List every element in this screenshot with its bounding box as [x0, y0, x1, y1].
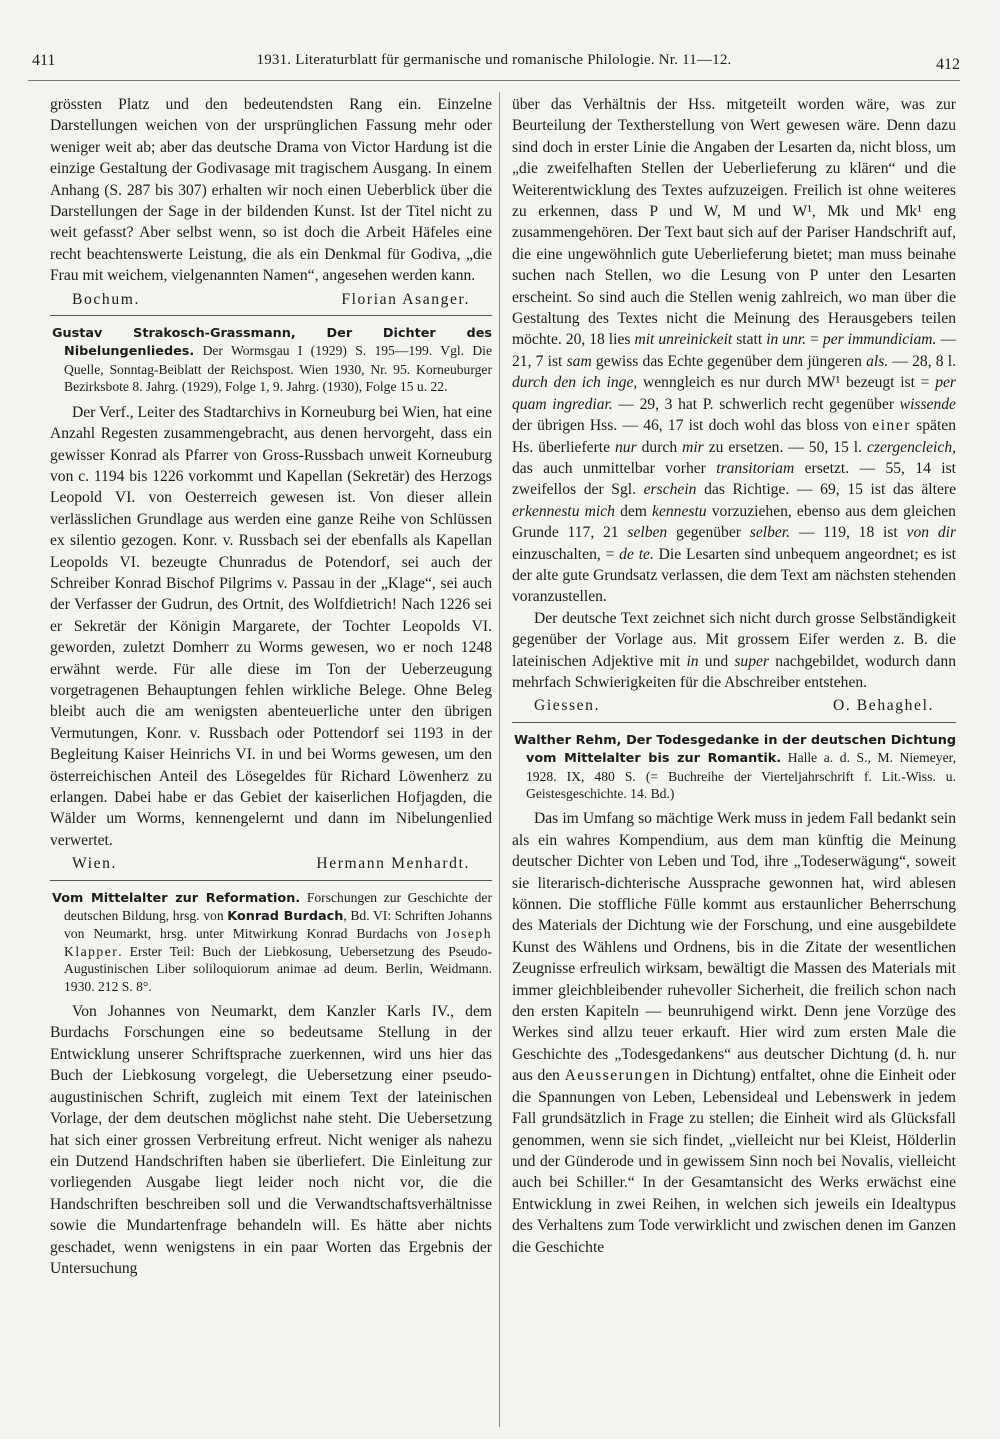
- page-number-right: 412: [936, 56, 960, 73]
- review-title: Walther Rehm, Der Todesgedanke in der deutschen Dichtung vom Mittelalter bis zur Romantik.: [514, 732, 956, 767]
- running-header: [28, 46, 960, 74]
- editor-name: Konrad Burdach: [227, 909, 344, 925]
- paragraph: Der deutsche Text zeichnet sich nicht durch grosse Selbständigkeit gegenüber der Vorlage aus. Mit grossem Eifer werden z. B. die lateinischen Adjektive mit in und super nachgebildet, wodurch dann mehrfach Schwierigkeiten für die Abschreiber entstehen.: [512, 609, 956, 691]
- collaborator-name: Joseph Klapper: [64, 926, 493, 959]
- right-column: [512, 94, 956, 1258]
- review-citation: Forschungen zur Geschichte der deutschen Bildung, hrsg. von: [64, 889, 492, 924]
- left-column: [50, 94, 492, 1279]
- section-rule: [512, 722, 956, 723]
- signature-name: Hermann Menhardt.: [316, 855, 470, 873]
- signature: [50, 853, 492, 874]
- review-heading: [512, 731, 956, 803]
- page-number-left: 411: [32, 52, 56, 69]
- header-rule: [28, 80, 960, 81]
- column-divider: [499, 92, 500, 1427]
- signature-name: Florian Asanger.: [341, 290, 470, 308]
- running-title: 1931. Literaturblatt für germanische und romanische Philologie. Nr. 11—12.: [256, 52, 732, 68]
- paragraph: über das Verhältnis der Hss. mitgeteilt worden wäre, was zur Beurteilung der Textherstellung von Wert gewesen wäre. Denn dazu sind doch in erster Linie die Angaben der Lesarten da, nicht bloss, um „die zweifelhaften Stellen der Ueberlieferung zu klären“ und die Weiterentwicklung des Textes aufzuzeigen. Freilich ist ohne weiteres zu erkennen, dass P und W, M und W¹, Mk und Mk¹ eng zusammengehören. Der Text baut sich auf der Pariser Handschrift auf, die eine ungewöhnlich gute Ueberlieferung bietet; man muss beinahe suchen nach Stellen, wo die Lesung von P unter den Lesarten erscheint. So sind auch die Stellen wenig zahlreich, wo man über die Gestaltung des Textes nicht die Meinung des Herausgebers teilen möchte. 20, 18 lies mit unreinickeit statt in unr. = per immundiciam. — 21, 7 ist sam gewiss das Echte gegenüber dem jüngeren als. — 28, 8 l. durch den ich inge, wenngleich es nur durch MW¹ bezeugt ist = per quam ingrediar. — 29, 3 hat P. schwerlich recht gegenüber wissende der übrigen Hss. — 46, 17 ist doch wohl das bloss von einer späten Hs. überlieferte nur durch mir zu ersetzen. — 50, 15 l. czergencleich, das auch unmittelbar vorher transitoriam ersetzt. — 55, 14 ist zweifellos der Sgl. erschein das Richtige. — 69, 15 ist das ältere erkennestu mich dem kennestu vorzuziehen, ebenso aus dem gleichen Grunde 117, 21 selben gegenüber selber. — 119, 18 ist von dir einzuschalten, = de te. Die Lesarten sind unbequem angeordnet; es ist der alte gute Grundsatz verlassen, die dem Text am nächsten stehenden voranzustellen.: [512, 96, 957, 606]
- signature-place: Wien.: [72, 855, 118, 873]
- paragraph: Das im Umfang so mächtige Werk muss in jedem Fall bedankt sein als ein wahres Kompendium, aus dem man künftig die Meinung deutscher Dichter von Leben und Tod, ihre „Todeserwägung“, soweit sie literarisch-dichterische Aussprache gewonnen hat, wird ablesen können. Die stoffliche Fülle kommt aus erstaunlicher Beherrschung des Materials der Dichtung wie der Forschung, und eine ausgebildete Kunst des Wählens und Ordnens, bis in die Zitate der wesentlichen Zeugnisse erfreulich wirksam, bewältigt die Massen des Materials mit immer gleichbleibender ruhevoller Sicherheit, die freilich schon nach den ersten Kapiteln — beunruhigend wirkt. Denn jene Vorzüge des Werkes sind allzu teuer erkauft. Hier wird zum ersten Male die Geschichte des „Todesgedankens“ aus deutscher Dichtung (d. h. nur aus den Aeusserungen in Dichtung) entfaltet, ohne die Einheit oder die Spannungen von Leben, Lebensideal und Lebenswerk in jedem Fall grundsätzlich in Frage zu stellen; die Einheit wird als Glücksfall genommen, wenn sie sich findet, „vielleicht nur bei Kleist, Hölderlin und der Günderode und in gewissem Sinn noch bei Novalis, vielleicht auch bei Schiller.“ In der Gesamtansicht des Werks erwächst eine Entwicklung in zwei Reihen, in welchen sich jeweils ein Idealtypus des Verhaltens zum Tode verwirklicht und zwischen denen im Ganzen die Geschichte: [512, 810, 956, 1256]
- paragraph: grössten Platz und den bedeutendsten Rang ein. Einzelne Darstellungen weichen von der ursprünglichen Fassung mehr oder weniger weit ab; aber das deutsche Drama von Victor Hardung ist die einzige Gestaltung der Godivasage mit tragischem Ausgang. In einem Anhang (S. 287 bis 307) erhalten wir noch einen Ueberblick über die Darstellungen der Sage in der bildenden Kunst. Ist der Titel nicht zu weit gefasst? Aber selbst wenn, so ist doch die Arbeit Häfeles eine recht beachtenswerte Leistung, die als ein Denkmal für Godiva, „die Frau mit weichem, vielgenannten Namen“, angesehen werden kann.: [50, 96, 492, 285]
- signature-place: Bochum.: [72, 290, 140, 308]
- review-title: Gustav Strakosch-Grassmann, Der Dichter des Nibelungenliedes.: [52, 326, 492, 360]
- review-heading: [50, 889, 492, 995]
- review-citation: Der Wormsgau I (1929) S. 195—199. Vgl. Die Quelle, Sonntag-Beiblatt der Reichspost. Wien 1930, Nr. 95. Korneuburger Bezirksbote 8. Jahrg. (1929), Folge 1, 9. Jahrg. (1930), Folge 15 u. 22.: [64, 343, 492, 395]
- review-citation: . Erster Teil: Buch der Liebkosung, Uebersetzung des Pseudo-Augustinischen Liber soliloquiorum animae ad deum. Berlin, Weidmann. 1930. 212 S. 8°.: [64, 943, 492, 994]
- section-rule: [50, 880, 492, 881]
- review-heading: [50, 324, 492, 396]
- signature: [50, 289, 492, 310]
- paragraph: Von Johannes von Neumarkt, dem Kanzler Karls IV., dem Burdachs Forschungen eine so bedeutsame Stellung in der Entwicklung unserer Schriftsprache zuerkennen, wird uns hier das Buch der Liebkosung vorgelegt, die Uebersetzung einer pseudo-augustinischen Schrift, zugleich mit einem Text der lateinischen Vorlage, der dem deutschen möglichst nahe steht. Die Uebersetzung hat sich einer grossen Verbreitung erfreut. Nicht weniger als nahezu ein Dutzend Handschriften haben sie überliefert. Die Einleitung zur vorliegenden Ausgabe liegt leider noch nicht vor, die die Handschriften beschreiben soll und die Verwandtschaftsverhältnisse sowie die Mundartenfrage behandeln will. Es hätte aber nichts geschadet, wenn wenigstens in ein paar Worten das Ergebnis der Untersuchung: [50, 1003, 492, 1277]
- signature: [512, 695, 956, 716]
- review-citation: Halle a. d. S., M. Niemeyer, 1928. IX, 480 S. (= Buchreihe der Vierteljahrschrift f. Lit.-Wiss. u. Geistesgeschichte. 14. Bd.): [526, 750, 956, 801]
- signature-name: O. Behaghel.: [832, 697, 934, 715]
- review-title: Vom Mittelalter zur Reformation.: [52, 890, 301, 906]
- signature-place: Giessen.: [534, 697, 601, 715]
- section-rule: [50, 315, 492, 316]
- paragraph: Der Verf., Leiter des Stadtarchivs in Korneuburg bei Wien, hat eine Anzahl Regesten zusammengebracht, aus denen hervorgeht, dass ein gewisser Konrad als Pfarrer von Gross-Russbach unweit Korneuburg von c. 1194 bis 1226 vorkommt und Kapellan (Sekretär) des Herzogs Leopold VI. von Oesterreich gewesen ist. Von dieser allein verlässlichen Grundlage aus werden eine ganze Reihe von Schlüssen ex silentio gezogen. Konr. v. Russbach sei der ebenfalls als Kapellan Leopolds VI. bezeugte Chunradus de Potendorf, sei auch der Schreiber Konrad Bischof Pilgrims v. Passau in der „Klage“, sei auch der Verfasser der Gudrun, des Ortnit, des Wolfdietrich! Nach 1226 sei er Sekretär der Königin Margarete, der Tochter Leopolds VI. geworden, zuletzt Domherr zu Worms gewesen, wo er noch 1248 erwähnt werde. Für alle diese im Ton der Ueberzeugung vorgetragenen Behauptungen fehlen wirkliche Belege. Ohne Beleg bleibt auch die am wenigsten abenteuerliche unter den übrigen Vermutungen, Konr. v. Russbach oder Pottendorf sei 1193 in der Begleitung Kaiser Heinrichs VI. in und bei Worms gewesen, um den österreichischen Anteil des Lösegeldes für Richard Löwenherz zu erlangen. Dabei habe er das Gebiet der kaiserlichen Hofjagden, die Wälder um Worms, kennengelernt und dann im Nibelungenlied verwertet.: [50, 403, 492, 849]
- review-citation: , Bd. VI: Schriften Johanns von Neumarkt, hrsg. unter Mitwirkung Konrad Burdachs von: [64, 908, 492, 942]
